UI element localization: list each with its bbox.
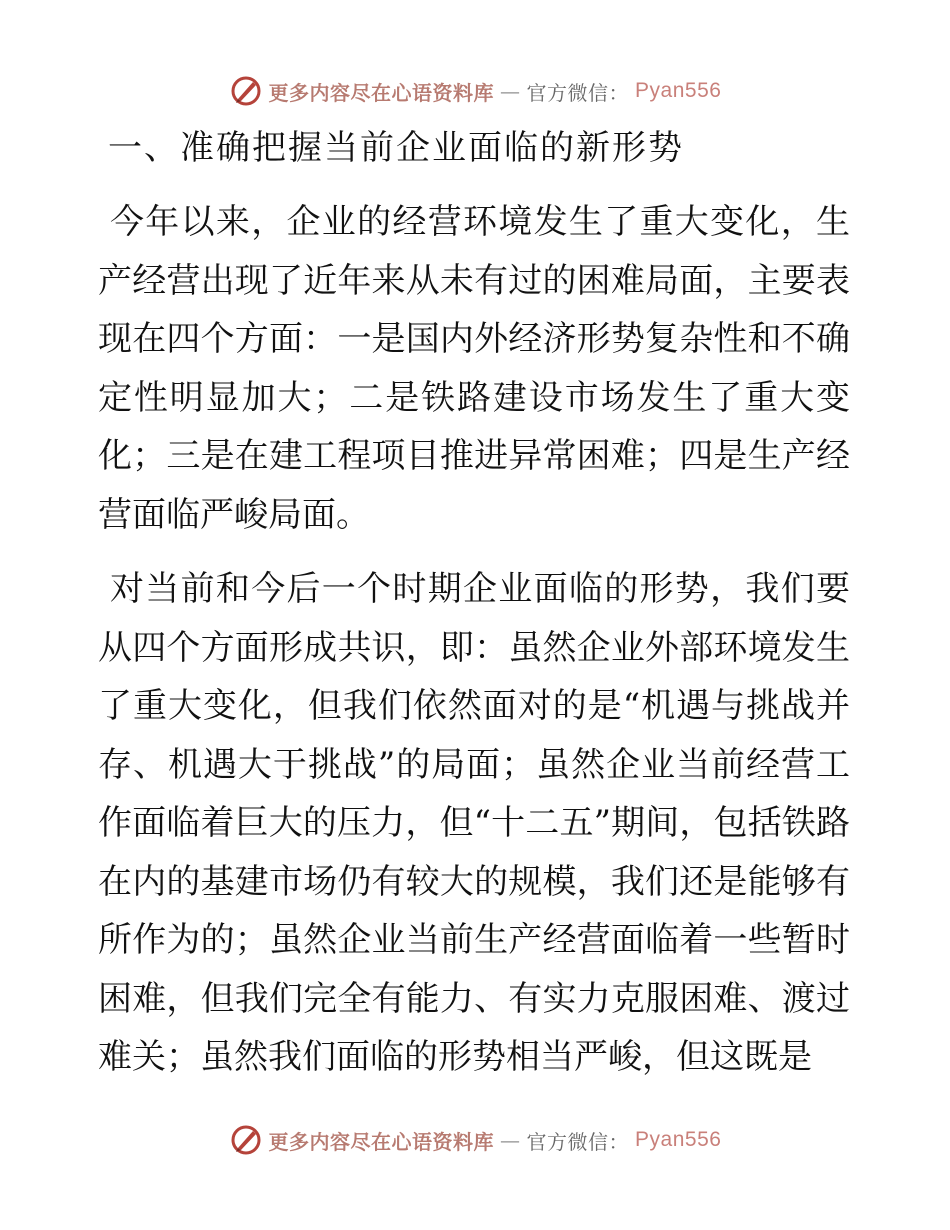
banner-wechat-id: Pyan556 [635,79,722,102]
header-banner [0,71,950,111]
banner-separator: — [500,79,521,103]
banner-wechat-label: 官方微信： [526,1129,630,1154]
banner-separator: — [500,1128,521,1152]
body-paragraph-2: 对当前和今后一个时期企业面临的形势，我们要从四个方面形成共识，即：虽然企业外部环境发生了重大变化，但我们依然面对的是“机遇与挑战并存、机遇大于挑战”的局面；虽然企业当前经营工作面临着巨大的压力，但“十二五”期间，包括铁路在内的基建市场仍有较大的规模，我们还是能够有所作为的；虽然企业当前生产经营面临着一些暂时困难，但我们完全有能力、有实力克服困难、渡过难关；虽然我们面临的形势相当严峻，但这既是 [98,569,850,1077]
banner-site-name: 更多内容尽在心语资料库 [268,1129,495,1154]
banner-wechat-id: Pyan556 [635,1128,722,1151]
pen-logo-icon [229,1123,263,1157]
banner-site-name: 更多内容尽在心语资料库 [268,80,495,105]
banner-wechat-label: 官方微信： [526,80,630,105]
pen-logo-icon [229,74,263,108]
section-heading: 一、准确把握当前企业面临的新形势 [108,128,684,168]
body-paragraph-1: 今年以来，企业的经营环境发生了重大变化，生产经营出现了近年来从未有过的困难局面，主要表现在四个方面：一是国内外经济形势复杂性和不确定性明显加大；二是铁路建设市场发生了重大变化；三是在建工程项目推进异常困难；四是生产经营面临严峻局面。 [98,202,850,535]
footer-banner [0,1120,950,1160]
